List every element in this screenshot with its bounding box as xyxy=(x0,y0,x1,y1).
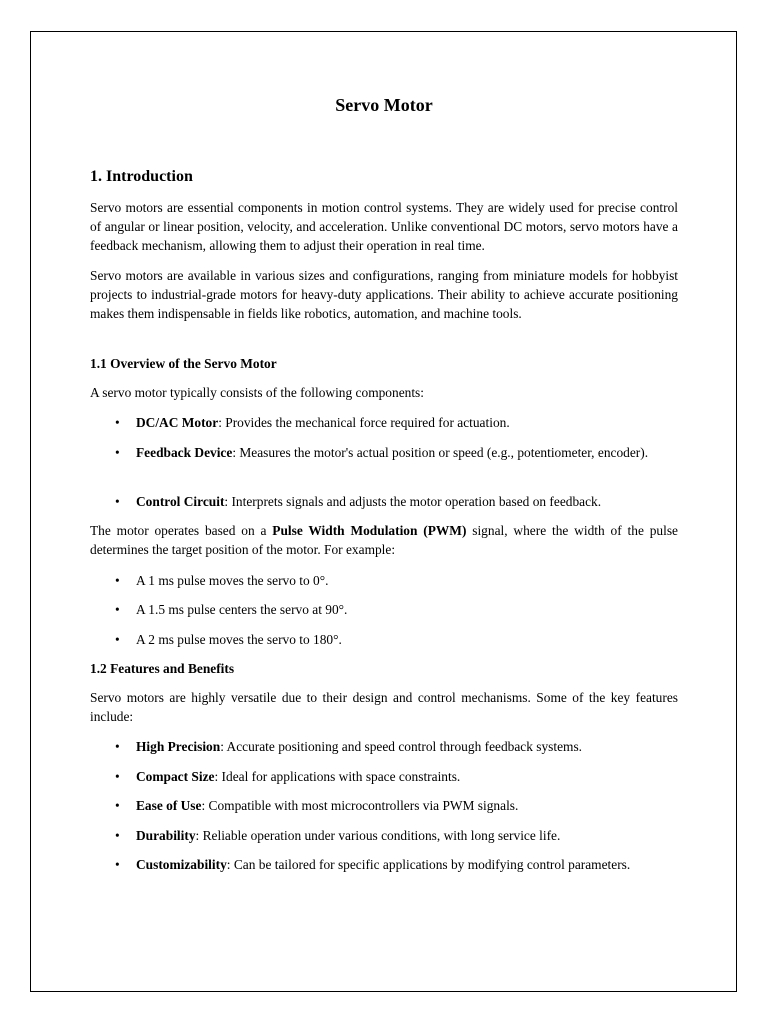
subsection-heading-features: 1.2 Features and Benefits xyxy=(90,661,235,676)
pwm-example-item: A 1.5 ms pulse centers the servo at 90°. xyxy=(136,602,348,617)
component-item xyxy=(136,413,678,432)
component-text: : Provides the mechanical force required for actuation. xyxy=(218,415,510,430)
pwm-text-before: The motor operates based on a xyxy=(90,523,273,538)
component-text: : Measures the motor's actual position or speed (e.g., potentiometer, encoder). xyxy=(232,445,649,460)
feature-text: : Reliable operation under various conditions, with long service life. xyxy=(195,828,561,843)
pwm-term: Pulse Width Modulation (PWM) xyxy=(272,523,467,538)
component-term: DC/AC Motor xyxy=(136,415,219,430)
feature-term: Compact Size xyxy=(136,769,215,784)
bullet-marker: • xyxy=(115,445,120,460)
overview-lead: A servo motor typically consists of the following components: xyxy=(90,385,424,400)
component-item xyxy=(136,443,678,462)
feature-item xyxy=(136,855,678,874)
feature-term: Ease of Use xyxy=(136,798,202,813)
pwm-example-item: A 1 ms pulse moves the servo to 0°. xyxy=(136,573,329,588)
feature-text: : Accurate positioning and speed control through feedback systems. xyxy=(220,739,583,754)
bullet-marker: • xyxy=(115,573,120,588)
feature-item xyxy=(136,796,678,815)
intro-paragraph-1: Servo motors are essential components in motion control systems. They are widely used for precise control of angular or linear position, velocity, and acceleration. Unlike conventional DC motors, servo motors have a feedback mechanism, allowing them to adjust their operation in real time. xyxy=(90,200,678,253)
subsection-heading-overview: 1.1 Overview of the Servo Motor xyxy=(90,356,277,371)
feature-item xyxy=(136,826,678,845)
feature-item xyxy=(136,767,678,786)
document-page xyxy=(30,31,737,992)
intro-paragraph-2: Servo motors are available in various sizes and configurations, ranging from miniature models for hobbyist projects to industrial-grade motors for heavy-duty applications. Their ability to achieve accurate positioning makes them indispensable in fields like robotics, automation, and machine tools. xyxy=(90,268,678,321)
component-item xyxy=(136,492,678,511)
pwm-text-after: signal, where the width of the pulse determines the target position of the motor. For example: xyxy=(90,523,678,557)
bullet-marker: • xyxy=(115,857,120,872)
features-lead: Servo motors are highly versatile due to their design and control mechanisms. Some of the key features include: xyxy=(90,690,678,724)
section-heading-introduction: 1. Introduction xyxy=(90,168,193,185)
bullet-marker: • xyxy=(115,632,120,647)
feature-item xyxy=(136,737,678,756)
feature-text: : Ideal for applications with space constraints. xyxy=(214,769,461,784)
feature-text: : Can be tailored for specific applications by modifying control parameters. xyxy=(226,857,631,872)
component-term: Feedback Device xyxy=(136,445,233,460)
component-text: : Interprets signals and adjusts the motor operation based on feedback. xyxy=(224,494,602,509)
bullet-marker: • xyxy=(115,494,120,509)
feature-term: Durability xyxy=(136,828,196,843)
bullet-marker: • xyxy=(115,739,120,754)
bullet-marker: • xyxy=(115,415,120,430)
bullet-marker: • xyxy=(115,798,120,813)
feature-term: High Precision xyxy=(136,739,221,754)
bullet-marker: • xyxy=(115,828,120,843)
bullet-marker: • xyxy=(115,769,120,784)
pwm-example-item: A 2 ms pulse moves the servo to 180°. xyxy=(136,632,342,647)
component-term: Control Circuit xyxy=(136,494,225,509)
feature-text: : Compatible with most microcontrollers via PWM signals. xyxy=(201,798,519,813)
bullet-marker: • xyxy=(115,602,120,617)
feature-term: Customizability xyxy=(136,857,227,872)
pwm-paragraph xyxy=(90,521,678,559)
document-title: Servo Motor xyxy=(335,95,433,115)
